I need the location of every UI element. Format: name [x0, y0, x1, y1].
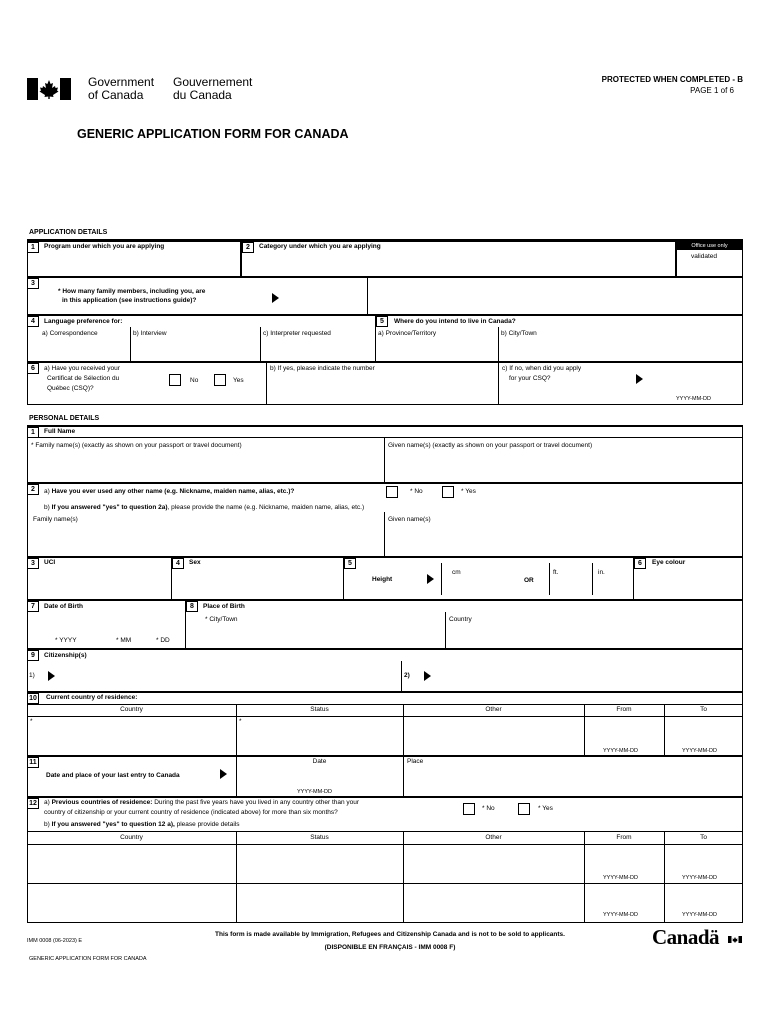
entry-date-hint: YYYY-MM-DD	[297, 789, 332, 795]
birth-city-label: * City/Town	[205, 616, 238, 623]
given-name-label: Given name(s) (exactly as shown on your passport or travel document)	[388, 442, 593, 449]
q4-number: 4	[27, 316, 39, 327]
full-name-label: Full Name	[44, 428, 76, 435]
previous-yes-checkbox[interactable]	[518, 803, 530, 815]
citizenship-1-label: 1)	[29, 672, 35, 679]
notice-line-2: (DISPONIBLE EN FRANÇAIS - IMM 0008 F)	[324, 944, 456, 951]
p9-number: 9	[27, 650, 39, 661]
other-given-name-label: Given name(s)	[388, 516, 431, 523]
divider	[27, 437, 743, 438]
pointer-arrow-icon	[272, 293, 279, 303]
canada-flag-logo	[27, 78, 71, 100]
form-id: IMM 0008 (06-2023) E	[27, 938, 83, 944]
form-name-footer: GENERIC APPLICATION FORM FOR CANADA	[29, 956, 147, 962]
entry-place-label: Place	[407, 758, 424, 765]
citizenship-row	[27, 649, 743, 692]
p2-number: 2	[27, 484, 39, 495]
csq-apply-label-2: for your CSQ?	[509, 375, 551, 382]
p3-number: 3	[27, 558, 39, 569]
csq-apply-label-1: c) If no, when did you apply	[502, 365, 582, 372]
gov-fr-line2: du Canada	[173, 88, 232, 102]
divider	[27, 704, 743, 705]
previous-no-label: * No	[482, 805, 495, 812]
correspondence-label: a) Correspondence	[42, 330, 98, 337]
place-of-birth-label: Place of Birth	[203, 603, 245, 610]
full-name-row	[27, 426, 743, 483]
validated-label: validated	[691, 253, 718, 260]
other-name-yes-checkbox[interactable]	[442, 486, 454, 498]
divider	[266, 362, 267, 405]
p10-number: 10	[27, 693, 39, 704]
category-label: Category under which you are applying	[259, 243, 381, 250]
office-use-label: Office use only	[677, 242, 742, 250]
dob-dd-label: * DD	[156, 637, 170, 644]
csq-yes-label: Yes	[233, 377, 244, 384]
csq-yes-checkbox[interactable]	[214, 374, 226, 386]
notice-line-1: This form is made available by Immigration, Refugees and Citizenship Canada and is not to be sold to applicants.	[215, 931, 565, 938]
birth-row	[27, 600, 743, 649]
divider	[441, 563, 442, 595]
divider	[549, 563, 550, 595]
divider	[445, 612, 446, 649]
to-date-hint: YYYY-MM-DD	[682, 875, 717, 881]
sex-label: Sex	[189, 559, 201, 566]
eye-colour-label: Eye colour	[652, 559, 686, 566]
previous-residence-question: a) Previous countries of residence: During the past five years have you lived in any country other than your	[44, 799, 360, 806]
p7-number: 7	[27, 601, 39, 612]
family-members-label-2: in this application (see instructions guide)?	[62, 297, 197, 304]
residence-table	[27, 692, 743, 756]
previous-no-checkbox[interactable]	[463, 803, 475, 815]
uci-label: UCI	[44, 559, 56, 566]
csq-label-2: Certificat de Sélection du	[47, 375, 120, 382]
canada-wordmark: Canadä	[652, 925, 720, 949]
protected-label: PROTECTED WHEN COMPLETED - B	[601, 75, 743, 84]
divider	[592, 563, 593, 595]
from-date-hint: YYYY-MM-DD	[603, 912, 638, 918]
csq-label-3: Québec (CSQ)?	[47, 385, 94, 392]
city-label: b) City/Town	[501, 330, 537, 337]
personal-details-heading: PERSONAL DETAILS	[29, 415, 100, 422]
previous-residence-details: b) If you answered "yes" to question 12 a), please provide details	[44, 821, 240, 828]
q6-number: 6	[27, 363, 39, 374]
divider	[236, 831, 237, 923]
divider	[27, 844, 743, 845]
other-family-name-label: Family name(s)	[33, 516, 78, 523]
col-from: From	[616, 834, 632, 841]
family-members-label-1: * How many family members, including you, are	[58, 288, 206, 295]
family-members-input[interactable]	[368, 278, 742, 314]
cm-label: cm	[452, 569, 461, 576]
citizenship-2-label: 2)	[404, 672, 410, 679]
program-label: Program under which you are applying	[44, 243, 165, 250]
divider	[584, 831, 585, 923]
divider	[260, 327, 261, 362]
date-format-hint: YYYY-MM-DD	[676, 396, 711, 402]
p8-number: 8	[186, 601, 198, 612]
divider	[498, 362, 499, 405]
previous-yes-label: * Yes	[538, 805, 553, 812]
p4-number: 4	[172, 558, 184, 569]
province-label: a) Province/Territory	[378, 330, 437, 337]
col-to: To	[700, 834, 707, 841]
to-date-hint: YYYY-MM-DD	[682, 912, 717, 918]
col-to: To	[700, 706, 707, 713]
divider	[384, 437, 385, 483]
gov-en-line1: Government	[88, 75, 155, 89]
from-date-hint: YYYY-MM-DD	[603, 875, 638, 881]
or-label: OR	[524, 577, 534, 584]
last-entry-label: Date and place of your last entry to Canada	[46, 772, 180, 779]
pointer-arrow-icon	[220, 769, 227, 779]
in-label: in.	[598, 569, 605, 576]
dob-yyyy-label: * YYYY	[55, 637, 77, 644]
col-status: Status	[310, 706, 329, 713]
csq-no-label: No	[190, 377, 199, 384]
required-mark: *	[239, 718, 242, 725]
pointer-arrow-icon	[424, 671, 431, 681]
family-name-label: * Family name(s) (exactly as shown on your passport or travel document)	[31, 442, 242, 449]
divider	[403, 756, 404, 797]
q5-number: 5	[376, 316, 388, 327]
required-mark: *	[30, 718, 33, 725]
citizenship-label: Citizenship(s)	[44, 652, 87, 659]
dob-mm-label: * MM	[116, 637, 132, 644]
p11-number: 11	[27, 757, 39, 768]
col-status: Status	[310, 834, 329, 841]
divider	[401, 661, 402, 692]
col-other: Other	[485, 834, 502, 841]
divider	[664, 831, 665, 923]
dob-label: Date of Birth	[44, 603, 83, 610]
divider	[403, 831, 404, 923]
entry-date-label: Date	[312, 758, 327, 765]
to-date-hint: YYYY-MM-DD	[682, 748, 717, 754]
pointer-arrow-icon	[636, 374, 643, 384]
p5-number: 5	[344, 558, 356, 569]
p6-number: 6	[634, 558, 646, 569]
height-label: Height	[372, 576, 393, 583]
ft-label: ft.	[553, 569, 559, 576]
other-name-yes-label: * Yes	[461, 488, 476, 495]
pointer-arrow-icon	[427, 574, 434, 584]
p12-number: 12	[27, 798, 39, 809]
page-number: PAGE 1 of 6	[690, 86, 734, 95]
divider	[384, 512, 385, 557]
previous-residence-question-2: country of citizenship or your current country of residence (indicated above) for more than six months?	[44, 809, 338, 816]
q2-number: 2	[242, 242, 254, 253]
other-name-details: b) If you answered "yes" to question 2a), please provide the name (e.g. Nickname, maiden name, alias, etc.)	[44, 504, 365, 511]
intend-live-label: Where do you intend to live in Canada?	[394, 318, 516, 325]
divider	[27, 831, 743, 832]
col-country: Country	[120, 706, 143, 713]
csq-number-label: b) If yes, please indicate the number	[270, 365, 375, 372]
p1-number: 1	[27, 427, 39, 438]
q1-number: 1	[27, 242, 39, 253]
col-other: Other	[485, 706, 502, 713]
gov-fr-line1: Gouvernement	[173, 75, 253, 89]
col-from: From	[616, 706, 632, 713]
from-date-hint: YYYY-MM-DD	[603, 748, 638, 754]
page-title: GENERIC APPLICATION FORM FOR CANADA	[77, 127, 349, 141]
divider	[130, 327, 131, 362]
interview-label: b) Interview	[133, 330, 167, 337]
divider	[27, 883, 743, 884]
divider	[27, 716, 743, 717]
application-details-heading: APPLICATION DETAILS	[29, 229, 108, 236]
language-label: Language preference for:	[44, 318, 123, 325]
other-name-no-label: * No	[410, 488, 423, 495]
other-name-question: a) Have you ever used any other name (e.g. Nickname, maiden name, alias, etc.)?	[44, 488, 295, 495]
csq-no-checkbox[interactable]	[169, 374, 181, 386]
pointer-arrow-icon	[48, 671, 55, 681]
other-name-no-checkbox[interactable]	[386, 486, 398, 498]
wordmark-flag-icon	[728, 930, 742, 937]
q3-number: 3	[27, 278, 39, 289]
interpreter-label: c) Interpreter requested	[263, 330, 331, 337]
gov-en-line2: of Canada	[88, 88, 144, 102]
divider	[498, 327, 499, 362]
birth-country-label: Country	[449, 616, 472, 623]
col-country: Country	[120, 834, 143, 841]
csq-label-1: a) Have you received your	[44, 365, 120, 372]
residence-label: Current country of residence:	[46, 694, 138, 701]
